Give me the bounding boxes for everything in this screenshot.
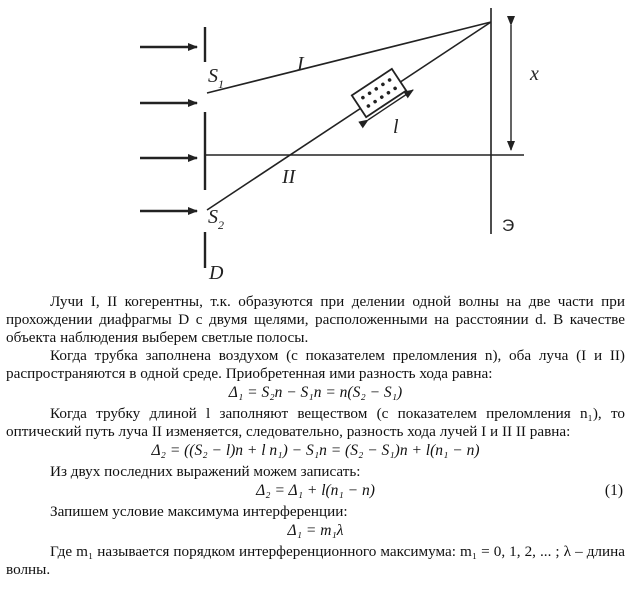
label-diaphragm: D xyxy=(209,262,224,284)
paragraph-air-filled: Когда трубка заполнена воздухом (с показателем преломления n), оба луча (I и II) распространяются в одной среде. Приобретенная ими разность хода равна: xyxy=(6,347,625,382)
equation-delta1: Δ₁ = S₂n − S₁n = n(S₂ − S₁) xyxy=(228,384,403,401)
label-screen: Э xyxy=(502,216,515,235)
ray-2 xyxy=(207,22,491,210)
equation-max: Δ₁ = m₁λ xyxy=(287,522,344,539)
paragraph-order: Где m₁ называется порядком интерференционного максимума: m₁ = 0, 1, 2, ... ; λ – длина волны. xyxy=(6,543,625,578)
ray-1 xyxy=(207,22,491,93)
label-s2: $S_2$ xyxy=(208,206,224,232)
interference-diagram xyxy=(0,0,631,292)
label-ray-2: II xyxy=(282,166,296,188)
label-l: l xyxy=(393,116,399,138)
paragraph-max-condition: Запишем условие максимума интерференции: xyxy=(50,503,348,520)
equation-1 xyxy=(6,482,625,501)
gas-tube xyxy=(352,69,406,117)
equation-number: (1) xyxy=(604,482,623,499)
label-ray-1: I xyxy=(297,53,304,75)
equation-1-body: Δ₂ = Δ₁ + l(n₁ − n) xyxy=(256,482,375,499)
paragraph-substance-filled: Когда трубку длиной l заполняют веществом (с показателем преломления n₁), то оптический путь луча II изменяется, следовательно, разность хода лучей I и II II равна: xyxy=(6,405,625,440)
paragraph-combine: Из двух последних выражений можем записать: xyxy=(50,463,361,480)
solution-text xyxy=(6,293,625,579)
paragraph-coherent-rays: Лучи I, II когерентны, т.к. образуются при делении одной волны на две части при прохождении диафрагмы D с двумя щелями, расположенными на расстоянии d. В качестве объекта наблюдения выберем светлые полосы. xyxy=(6,293,625,346)
label-s1: $S_1$ xyxy=(208,65,224,91)
equation-delta2: Δ₂ = ((S₂ − l)n + l n₁) − S₁n = (S₂ − S₁)n + l(n₁ − n) xyxy=(151,442,480,459)
label-x: x xyxy=(530,63,539,85)
